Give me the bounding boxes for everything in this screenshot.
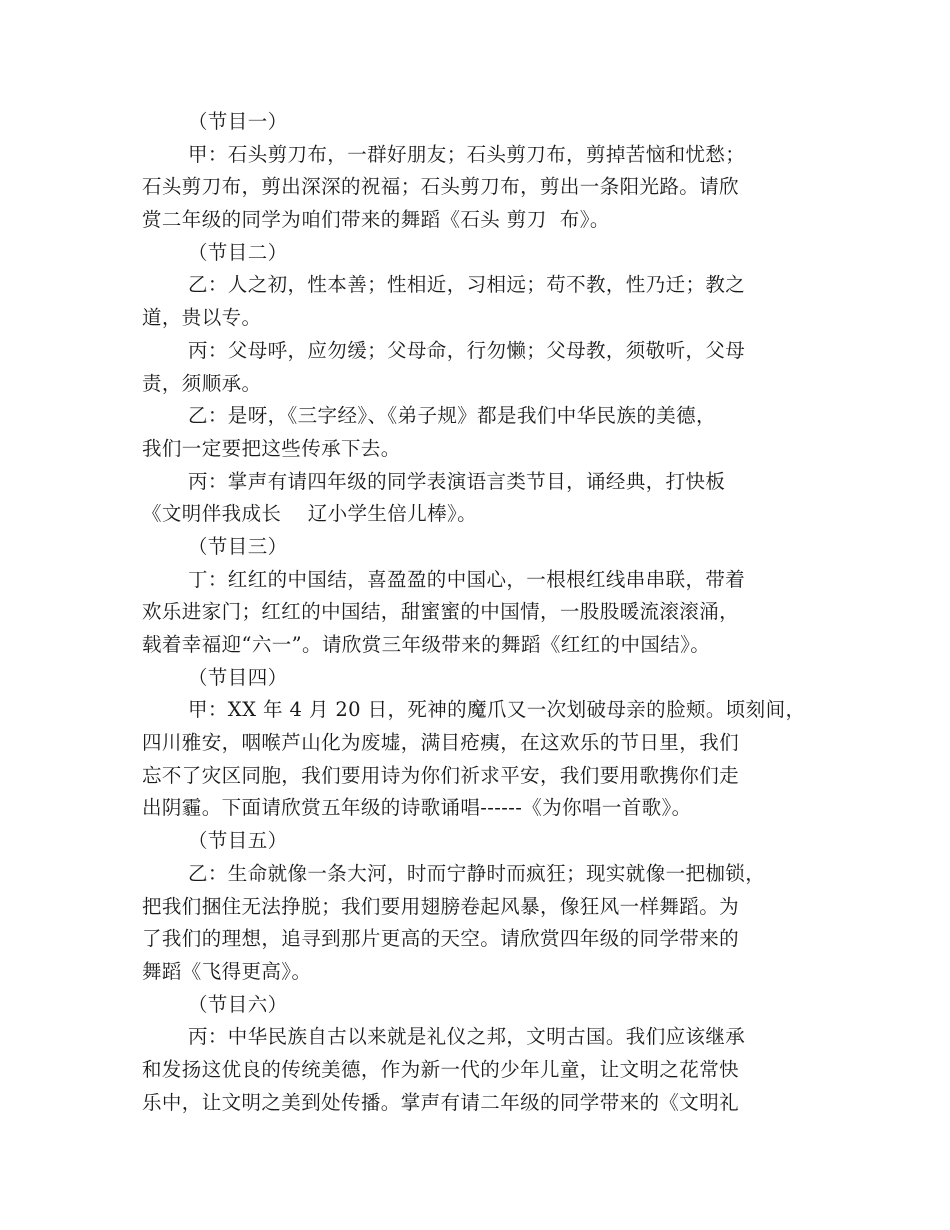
- paragraph-line: 丙：掌声有请四年级的同学表演语言类节目，诵经典，打快板: [188, 469, 726, 493]
- program-heading: （节目四）: [188, 665, 288, 689]
- paragraph-line: 石头剪刀布，剪出深深的祝福；石头剪刀布，剪出一条阳光路。请欣: [142, 175, 740, 199]
- paragraph-line: 和发扬这优良的传统美德，作为新一代的少年儿童，让文明之花常快: [142, 1057, 740, 1081]
- paragraph-line: 我们一定要把这些传承下去。: [142, 436, 401, 460]
- paragraph-line: 乐中，让文明之美到处传播。掌声有请二年级的同学带来的《文明礼: [142, 1090, 740, 1114]
- paragraph-line: 欢乐进家门；红红的中国结，甜蜜蜜的中国情，一股股暖流滚滚涌，: [142, 600, 740, 624]
- program-heading: （节目六）: [188, 992, 288, 1016]
- paragraph-line: 甲：石头剪刀布，一群好朋友；石头剪刀布，剪掉苦恼和忧愁；: [188, 142, 746, 166]
- paragraph-line: 甲：XX 年 4 月 20 日，死神的魔爪又一次划破母亲的脸颊。顷刻间，: [188, 698, 806, 722]
- paragraph-line: 忘不了灾区同胞，我们要用诗为你们祈求平安，我们要用歌携你们走: [142, 763, 740, 787]
- paragraph-line: 出阴霾。下面请欣赏五年级的诗歌诵唱------《为你唱一首歌》。: [142, 796, 692, 820]
- paragraph-line: 丙：中华民族自古以来就是礼仪之邦，文明古国。我们应该继承: [188, 1025, 746, 1049]
- paragraph-line: 赏二年级的同学为咱们带来的舞蹈《石头 剪刀 布》。: [142, 208, 610, 232]
- paragraph-line: 四川雅安，咽喉芦山化为废墟，满目疮痍，在这欢乐的节日里，我们: [142, 731, 740, 755]
- document-body: [142, 106, 822, 1119]
- paragraph-line: 把我们捆住无法挣脱；我们要用翅膀卷起风暴，像狂风一样舞蹈。为: [142, 894, 740, 918]
- program-heading: （节目三）: [188, 534, 288, 558]
- paragraph-line: 载着幸福迎“六一”。请欣赏三年级带来的舞蹈《红红的中国结》。: [142, 633, 711, 656]
- paragraph-line: 丙：父母呼，应勿缓；父母命，行勿懒；父母教，须敬听，父母: [188, 338, 746, 362]
- program-heading: （节目二）: [188, 240, 288, 264]
- paragraph-line: 乙：人之初，性本善；性相近，习相远；苟不教，性乃迁；教之: [188, 273, 746, 297]
- paragraph-line: 责，须顺承。: [142, 371, 262, 395]
- paragraph-line: 乙：生命就像一条大河，时而宁静时而疯狂；现实就像一把枷锁，: [188, 861, 766, 885]
- paragraph-line: 了我们的理想，追寻到那片更高的天空。请欣赏四年级的同学带来的: [142, 927, 740, 951]
- paragraph-line: 丁：红红的中国结，喜盈盈的中国心，一根根红线串串联，带着: [188, 567, 746, 591]
- paragraph-line: 舞蹈《飞得更高》。: [142, 959, 312, 983]
- paragraph-line: 乙：是呀，《三字经》、《弟子规》都是我们中华民族的美德，: [188, 404, 716, 428]
- program-heading: （节目五）: [188, 829, 288, 853]
- program-heading: （节目一）: [188, 110, 288, 133]
- paragraph-line: 《文明伴我成长 辽小学生倍儿棒》。: [142, 502, 478, 526]
- paragraph-line: 道，贵以专。: [142, 306, 262, 330]
